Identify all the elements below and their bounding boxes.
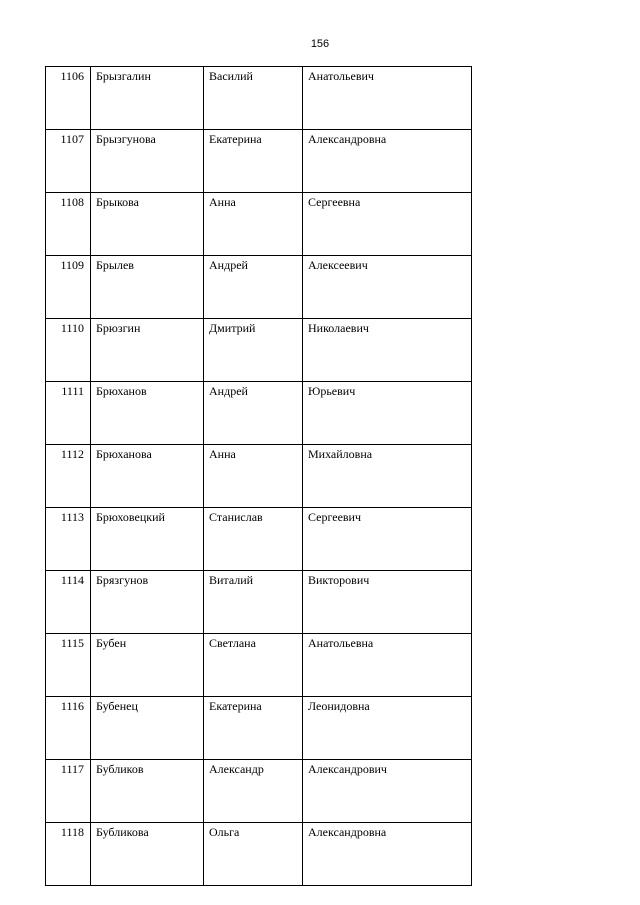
table-row [46,634,472,697]
patronymic-cell: Леонидовна [303,697,472,760]
name-cell: Станислав [204,508,303,571]
patronymic-cell: Александровна [303,130,472,193]
page-number: 156 [310,38,330,50]
name-cell: Светлана [204,634,303,697]
patronymic-cell: Александрович [303,760,472,823]
row-number-cell: 1107 [46,130,91,193]
row-number-cell: 1113 [46,508,91,571]
name-cell: Василий [204,67,303,130]
table-row [46,571,472,634]
row-number-cell: 1116 [46,697,91,760]
table-row [46,67,472,130]
row-number-cell: 1114 [46,571,91,634]
table-row [46,445,472,508]
table-row [46,697,472,760]
surname-cell: Бубенец [91,697,204,760]
patronymic-cell: Анатольевич [303,67,472,130]
row-number-cell: 1112 [46,445,91,508]
table-row [46,760,472,823]
patronymic-cell: Викторович [303,571,472,634]
patronymic-cell: Александровна [303,823,472,886]
row-number-cell: 1111 [46,382,91,445]
table-row [46,382,472,445]
patronymic-cell: Алексеевич [303,256,472,319]
patronymic-cell: Юрьевич [303,382,472,445]
surname-cell: Бубликова [91,823,204,886]
row-number-cell: 1108 [46,193,91,256]
roster-table [45,66,472,886]
name-cell: Дмитрий [204,319,303,382]
surname-cell: Брюханов [91,382,204,445]
name-cell: Александр [204,760,303,823]
name-cell: Екатерина [204,697,303,760]
name-cell: Андрей [204,382,303,445]
surname-cell: Брязгунов [91,571,204,634]
row-number-cell: 1115 [46,634,91,697]
surname-cell: Брюханова [91,445,204,508]
name-cell: Анна [204,445,303,508]
table-row [46,823,472,886]
surname-cell: Брюзгин [91,319,204,382]
surname-cell: Брюховецкий [91,508,204,571]
name-cell: Ольга [204,823,303,886]
row-number-cell: 1117 [46,760,91,823]
patronymic-cell: Сергеевич [303,508,472,571]
patronymic-cell: Сергеевна [303,193,472,256]
row-number-cell: 1106 [46,67,91,130]
patronymic-cell: Николаевич [303,319,472,382]
surname-cell: Брыкова [91,193,204,256]
name-cell: Екатерина [204,130,303,193]
patronymic-cell: Михайловна [303,445,472,508]
surname-cell: Бубен [91,634,204,697]
table-row [46,256,472,319]
surname-cell: Бубликов [91,760,204,823]
name-cell: Анна [204,193,303,256]
surname-cell: Брызгунова [91,130,204,193]
row-number-cell: 1109 [46,256,91,319]
surname-cell: Брызгалин [91,67,204,130]
row-number-cell: 1118 [46,823,91,886]
table-row [46,319,472,382]
patronymic-cell: Анатольевна [303,634,472,697]
name-cell: Виталий [204,571,303,634]
row-number-cell: 1110 [46,319,91,382]
table-row [46,193,472,256]
roster-table-body [46,67,472,886]
table-row [46,130,472,193]
surname-cell: Брылев [91,256,204,319]
name-cell: Андрей [204,256,303,319]
table-row [46,508,472,571]
